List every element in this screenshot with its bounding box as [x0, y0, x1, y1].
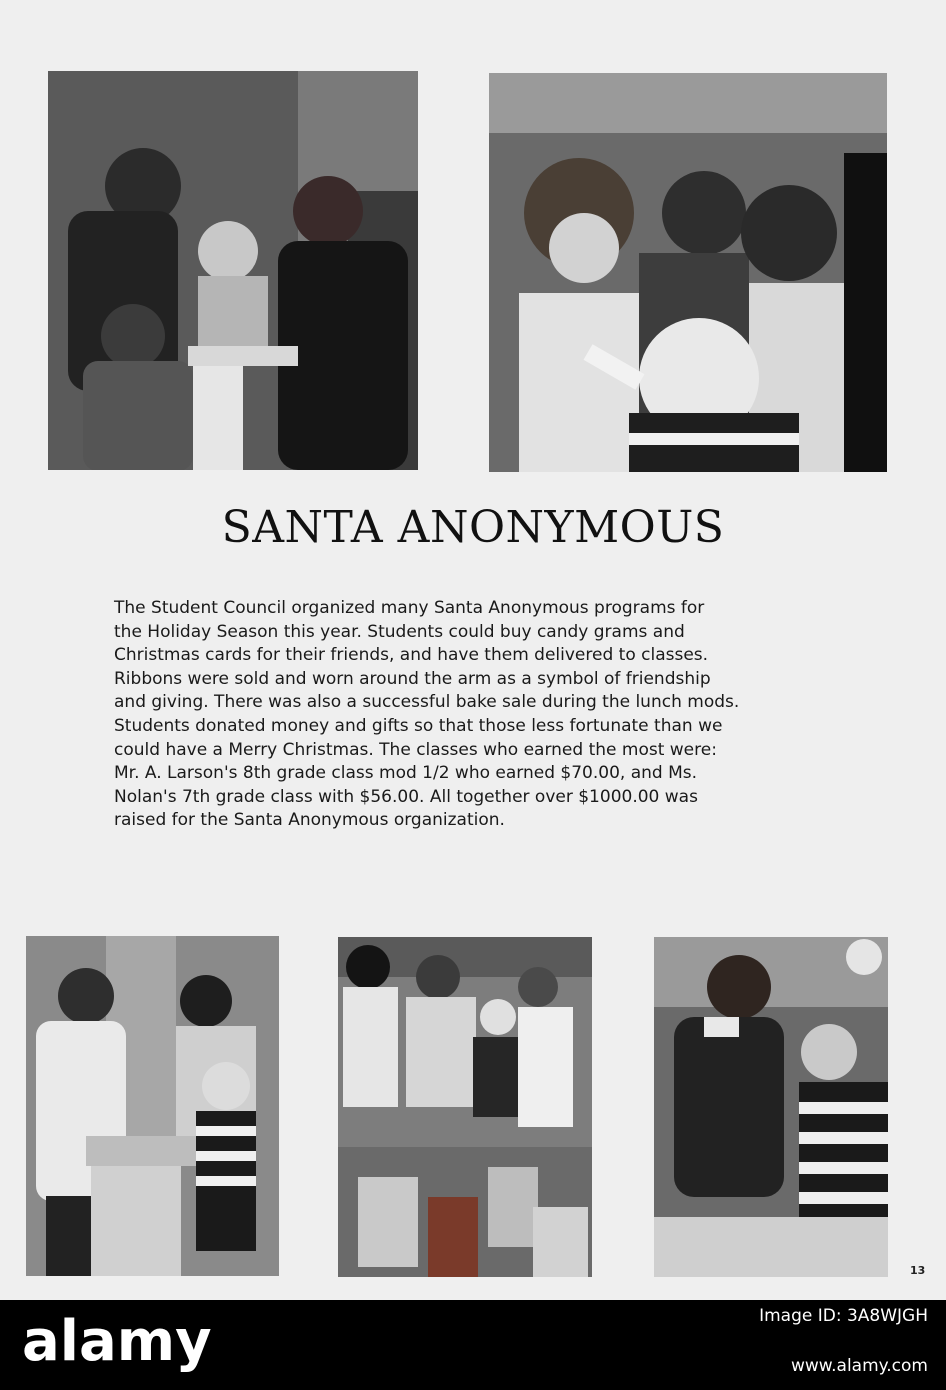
image-id-label: Image ID: 3A8WJGH	[759, 1306, 928, 1326]
body-line: Students donated money and gifts so that those less fortunate than we	[114, 715, 723, 736]
svg-text:alamy: alamy	[22, 1310, 212, 1374]
body-line: Mr. A. Larson's 8th grade class mod 1/2 who earned $70.00, and Ms.	[114, 763, 698, 784]
body-line: the Holiday Season this year. Students could buy candy grams and	[114, 621, 685, 642]
body-line: Ribbons were sold and worn around the arm as a symbol of friendship	[114, 668, 711, 689]
body-line: and giving. There was also a successful bake sale during the lunch mods.	[114, 692, 740, 713]
students-at-desk-photo	[26, 936, 279, 1276]
students-at-table-photo	[48, 71, 418, 470]
article-body	[114, 597, 854, 833]
body-line: could have a Merry Christmas. The classes who earned the most were:	[114, 739, 717, 760]
body-line: The Student Council organized many Santa Anonymous programs for	[114, 598, 705, 618]
students-with-scissors-photo	[654, 937, 888, 1277]
article-headline: SANTA ANONYMOUS	[221, 502, 725, 553]
body-line: raised for the Santa Anonymous organization.	[114, 810, 505, 831]
body-line: Christmas cards for their friends, and have them delivered to classes.	[114, 645, 709, 666]
students-with-bags-photo	[338, 937, 592, 1277]
alamy-logo	[22, 1310, 272, 1376]
body-line: Nolan's 7th grade class with $56.00. All together over $1000.00 was	[114, 786, 698, 807]
watermark-url: www.alamy.com	[790, 1356, 928, 1376]
students-reading-list-photo	[489, 73, 887, 472]
page-number: 13	[910, 1264, 926, 1277]
